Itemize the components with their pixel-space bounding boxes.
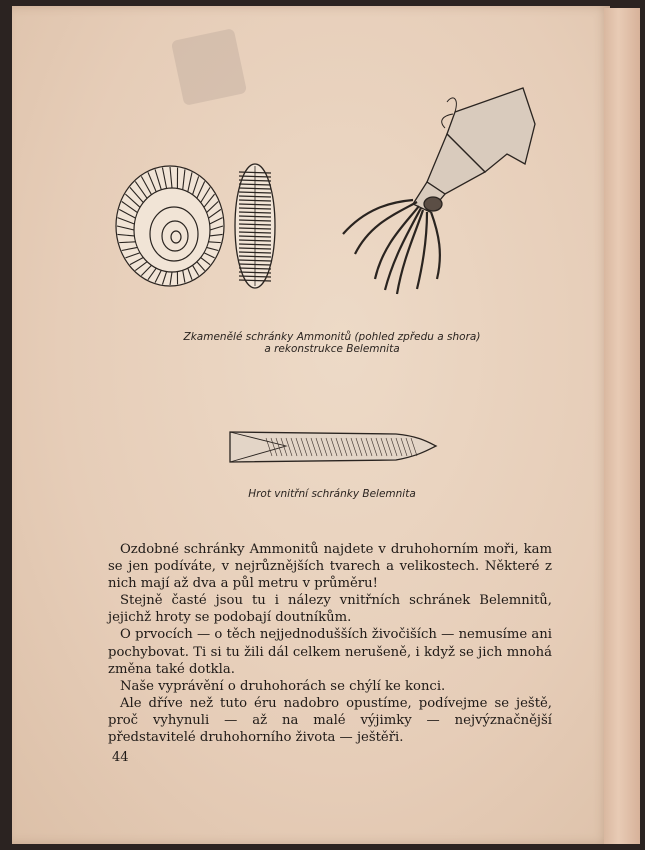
ammonite-side-illustration (232, 160, 278, 292)
figure1-caption-line1: Zkamenělé schránky Ammonitů (pohled zpředu a shora) (183, 331, 481, 343)
figure2-caption: Hrot vnitřní schránky Belemnita (248, 488, 416, 500)
paragraph: O prvocích — o těch nejjednodušších živočiších — nemusíme ani pochybovat. Ti si tu žili dál celkem nerušeně, i když se jich mnohá změna také dotkla. (108, 627, 552, 677)
belemnite-reconstruction-illustration (335, 84, 545, 304)
paragraph: Ale dříve než tuto éru nadobro opustíme, podívejme se ještě, proč vyhynuli — až na malé výjimky — nejvýznačnější představitelé druhohorního života — ještěři. (108, 695, 552, 746)
body-text (108, 541, 552, 746)
ammonite-front-illustration (110, 158, 230, 290)
paragraph: Stejně časté jsou tu i nálezy vnitřních schránek Belemnitů, jejichž hroty se podobají doutníkům. (108, 593, 552, 626)
figure1-caption-line2: a rekonstrukce Belemnita (264, 343, 400, 355)
paragraph: Naše vyprávění o druhohorách se chýlí ke konci. (120, 678, 446, 694)
belemnite-guard-illustration (226, 424, 440, 468)
paper-stain (171, 28, 247, 106)
paragraph: Ozdobné schránky Ammonitů najdete v druhohorním moři, kam se jen podíváte, v nejrůznějších tvarech a velikostech. Některé z nich mají až dva a půl metru v průměru! (108, 542, 552, 592)
page-edge (604, 8, 640, 844)
figure1-caption (170, 331, 494, 355)
page-number: 44 (112, 750, 129, 765)
